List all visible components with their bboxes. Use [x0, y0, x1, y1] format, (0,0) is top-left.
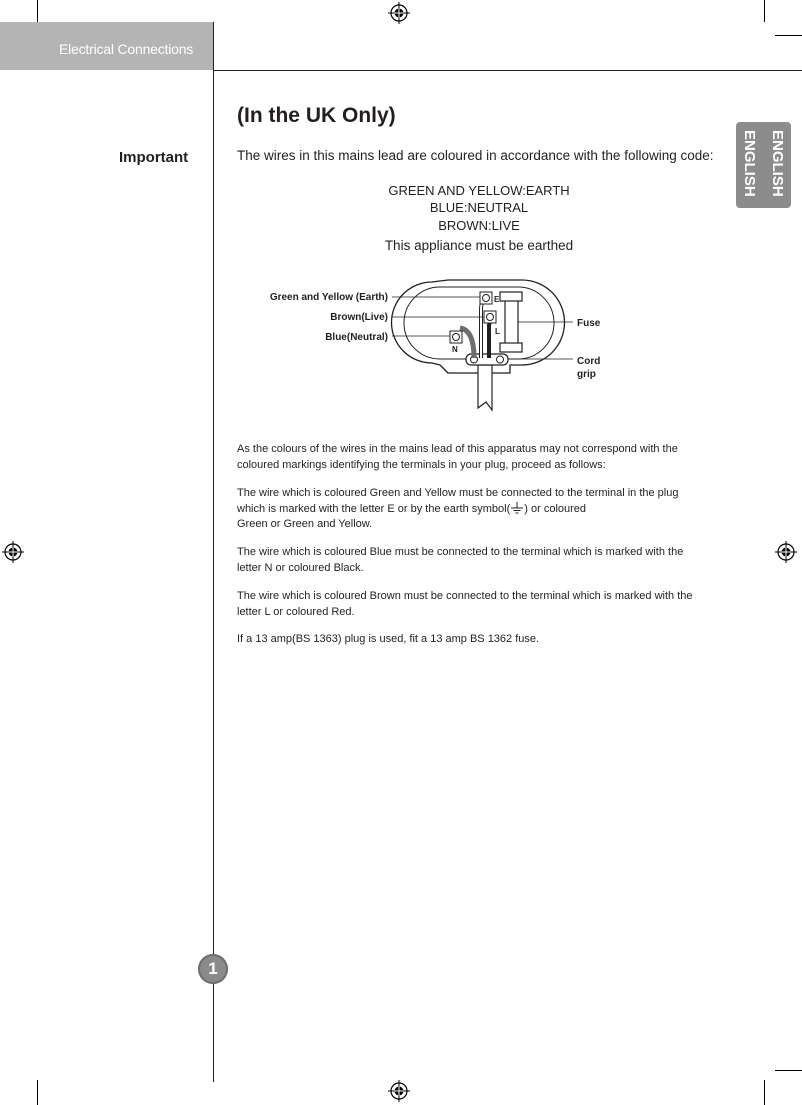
language-tab	[736, 122, 791, 208]
cord-grip-label: Cord	[577, 356, 601, 367]
earthed-note: This appliance must be earthed	[384, 238, 574, 253]
paragraph-colour-mismatch: As the colours of the wires in the mains lead of this apparatus may not correspond with the coloured markings identifying the terminals in your plug, proceed as follows:	[237, 443, 678, 471]
terminal-e-label: E	[494, 295, 500, 304]
section-title: Electrical Connections	[59, 41, 194, 57]
crop-mark-top-right	[764, 0, 765, 22]
terminal-l-label: L	[495, 327, 500, 336]
live-wire-label: Brown(Live)	[330, 312, 388, 323]
page-number-badge: 1	[198, 954, 228, 984]
language-tab-label: ENGLISH	[769, 130, 786, 197]
registration-mark-icon	[388, 1080, 410, 1102]
crop-mark-right-bottom	[775, 1070, 802, 1071]
cable	[478, 365, 492, 410]
header-rule	[213, 70, 802, 71]
column-divider	[213, 22, 214, 1082]
wire-code-neutral: BLUE:NEUTRAL	[429, 200, 529, 215]
paragraph-earth-wire: The wire which is coloured Green and Yellow must be connected to the terminal in the plug which is marked with the letter E or by the earth symbol( ) or coloured Green or Green and Yellow.	[237, 487, 679, 530]
paragraph-fuse-note: If a 13 amp(BS 1363) plug is used, fit a 13 amp BS 1362 fuse.	[237, 633, 540, 645]
registration-mark-icon	[388, 2, 410, 24]
page-title: (In the UK Only)	[237, 104, 396, 127]
paragraph-blue-wire: The wire which is coloured Blue must be connected to the terminal which is marked with the letter N or coloured Black.	[237, 546, 684, 574]
fuse-label: Fuse	[577, 318, 601, 329]
plug-wiring-diagram	[260, 270, 620, 420]
crop-mark-bottom-right	[764, 1080, 765, 1105]
fuse	[505, 297, 518, 347]
earth-wire-label: Green and Yellow (Earth)	[269, 292, 388, 303]
wire-code-live: BROWN:LIVE	[438, 218, 520, 233]
paragraph-brown-wire: The wire which is coloured Brown must be connected to the terminal which is marked with the letter L or coloured Red.	[237, 590, 693, 618]
neutral-wire-label: Blue(Neutral)	[325, 332, 388, 343]
wire-code-earth: GREEN AND YELLOW:EARTH	[388, 183, 570, 198]
important-label: Important	[119, 149, 189, 166]
earth-symbol-icon	[510, 502, 524, 514]
intro-text: The wires in this mains lead are coloured in accordance with the following code:	[237, 148, 714, 163]
crop-mark-bottom-left	[37, 1080, 38, 1105]
registration-mark-icon	[775, 541, 797, 563]
crop-mark-top-left	[37, 0, 38, 22]
registration-mark-icon	[2, 541, 24, 563]
language-tab-label: ENGLISH	[741, 130, 758, 197]
terminal-n-label: N	[452, 345, 458, 354]
crop-mark-right-top	[775, 35, 802, 36]
live-wire	[489, 318, 491, 358]
cord-grip-label: grip	[577, 369, 596, 380]
